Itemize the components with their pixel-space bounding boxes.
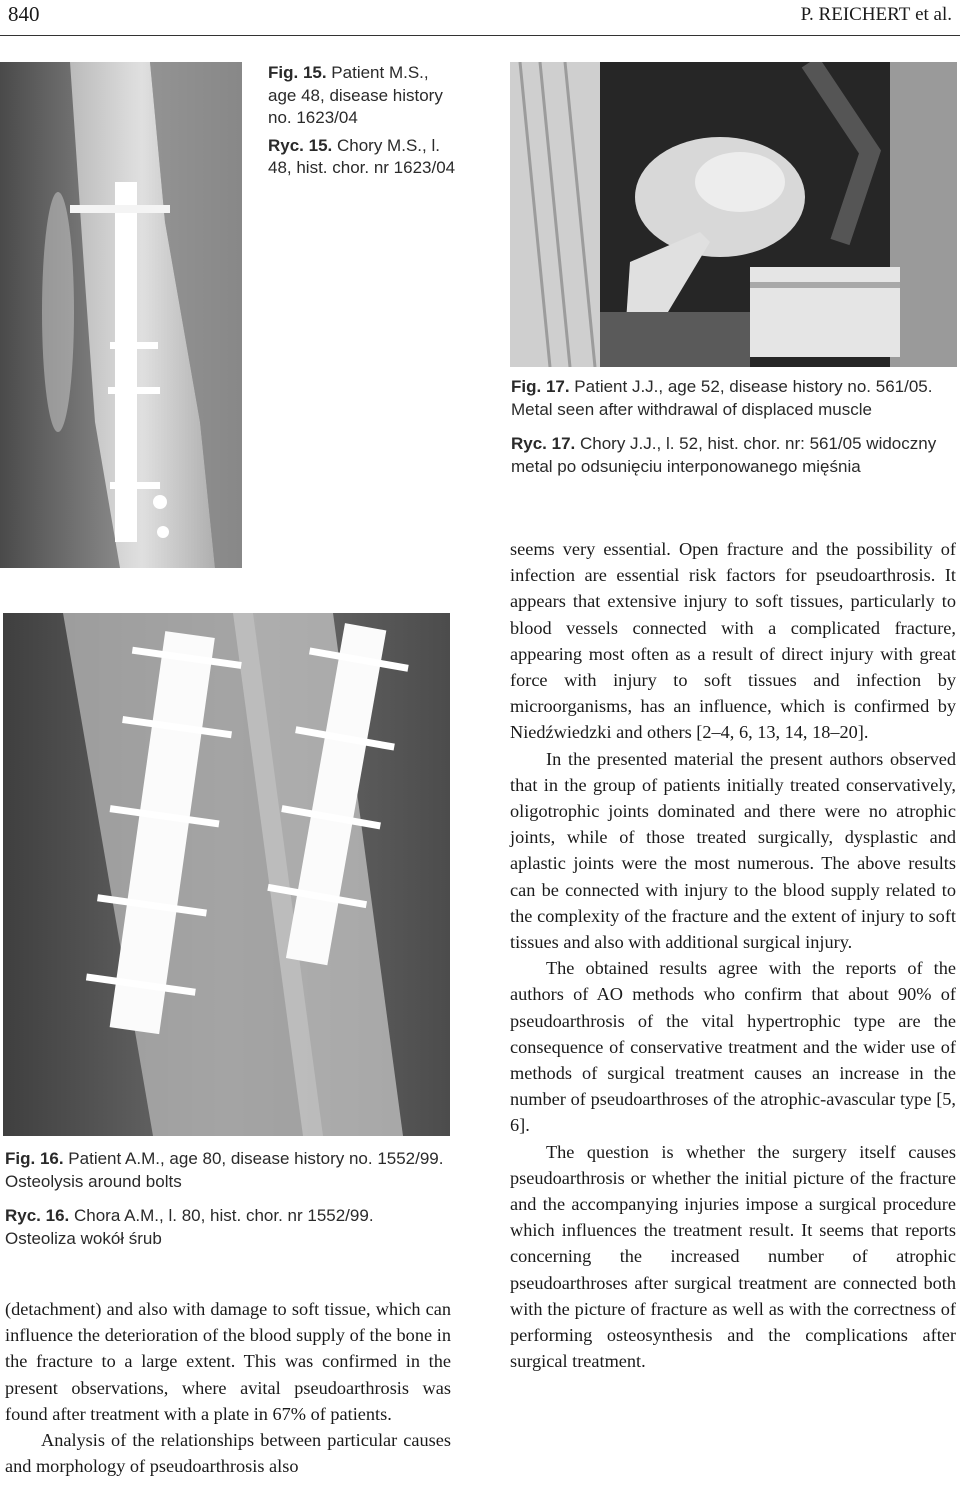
right-paragraph-3: The obtained results agree with the reports of the authors of AO methods who confirm that about 90% of pseudoarthrosis of the vital hypertrophic type are the consequence of conservative treatment and the wider use of methods of surgical treatment causes an increase in the number of pseudoarthroses of the atrophic-avascular type [5, 6].: [510, 958, 956, 1136]
left-paragraph-1: (detachment) and also with damage to soft tissue, which can influence the deterioration of the blood supply of the bone in the fracture to a large extent. This was confirmed in the present observations, where avital pseudoarthrosis was found after treatment with a plate in 67% of patients.: [5, 1299, 451, 1424]
figure-16-text-en: Patient A.M., age 80, disease history no. 1552/99. Osteolysis around bolts: [5, 1149, 444, 1191]
right-paragraph-4: The question is whether the surgery itself causes pseudoarthrosis or whether the initial picture of the fracture and the accompanying injuries impose a surgical procedure which influences the treatment result. It seems that reports concerning the increased number of atrophic pseudoarthroses after surgical treatment are connected both with the picture of fracture as well as with the correctness of performing osteosynthesis and the complications after surgical treatment.: [510, 1141, 956, 1372]
figure-15-label-en: Fig. 15.: [268, 63, 327, 82]
figure-17-caption: [511, 376, 956, 478]
left-paragraph-2: Analysis of the relationships between particular causes and morphology of pseudoarthrosis also: [5, 1430, 451, 1477]
running-header-suffix: et al.: [910, 4, 952, 25]
figure-17-caption-en: [511, 376, 956, 421]
running-header: [801, 4, 952, 26]
figure-17-label-pl: Ryc. 17.: [511, 434, 576, 454]
figure-15-caption-en: [268, 62, 458, 130]
header-rule: [0, 35, 960, 36]
figure-17-surgical-image: [510, 62, 957, 367]
running-header-author-name: EICHERT: [831, 4, 911, 25]
figure-17-label-en: Fig. 17.: [511, 377, 570, 396]
figure-17-text-pl: Chory J.J., l. 52, hist. chor. nr: 561/05 widoczny metal po odsunięciu interponowanego mięśnia: [511, 434, 937, 476]
figure-16-caption-pl: [5, 1205, 445, 1250]
page-number: 840: [8, 2, 40, 26]
figure-15-caption: [268, 62, 458, 180]
right-paragraph-1: seems very essential. Open fracture and the possibility of infection are essential risk factors for pseudoarthrosis. It appears that extensive injury to soft tissues, particularly to blood vessels connected with a complicated fracture, appearing most often as a result of direct injury with great force with injury to soft tissues and infection by microorganisms, has an influence, which is confirmed by Niedźwiedzki and others [2–4, 6, 13, 14, 18–20].: [510, 539, 956, 743]
figure-16-caption-en: [5, 1148, 445, 1193]
right-text-column: [510, 536, 956, 1375]
figure-15-caption-pl: [268, 135, 458, 180]
figure-15-text-en: Patient M.S., age 48, disease history no. 1623/04: [268, 63, 443, 128]
figure-16-text-pl: Chora A.M., l. 80, hist. chor. nr 1552/99. Osteoliza wokół śrub: [5, 1206, 374, 1248]
figure-16-label-en: Fig. 16.: [5, 1149, 64, 1168]
figure-15-text-pl: Chory M.S., l. 48, hist. chor. nr 1623/04: [268, 135, 456, 178]
left-text-column: [5, 1296, 451, 1479]
figure-15-xray-image: [0, 62, 242, 568]
figure-16-caption: [5, 1148, 445, 1250]
figure-16-xray-image: [3, 613, 450, 1136]
figure-17-text-en: Patient J.J., age 52, disease history no. 561/05. Metal seen after withdrawal of displaced muscle: [511, 377, 933, 419]
figure-16-label-pl: Ryc. 16.: [5, 1206, 70, 1226]
figure-17-caption-pl: [511, 433, 956, 478]
right-paragraph-2: In the presented material the present authors observed that in the group of patients initially treated conservatively, oligotrophic joints dominated and there were no atrophic joints, while of those treated surgically, dysplastic and aplastic joints were the most numerous. The above results can be connected with injury to the blood supply related to the complexity of the fracture and the extent of injury to soft tissues and also with additional surgical injury.: [510, 748, 956, 953]
running-header-author-initial: P. R: [800, 4, 832, 25]
figure-15-label-pl: Ryc. 15.: [268, 135, 333, 155]
